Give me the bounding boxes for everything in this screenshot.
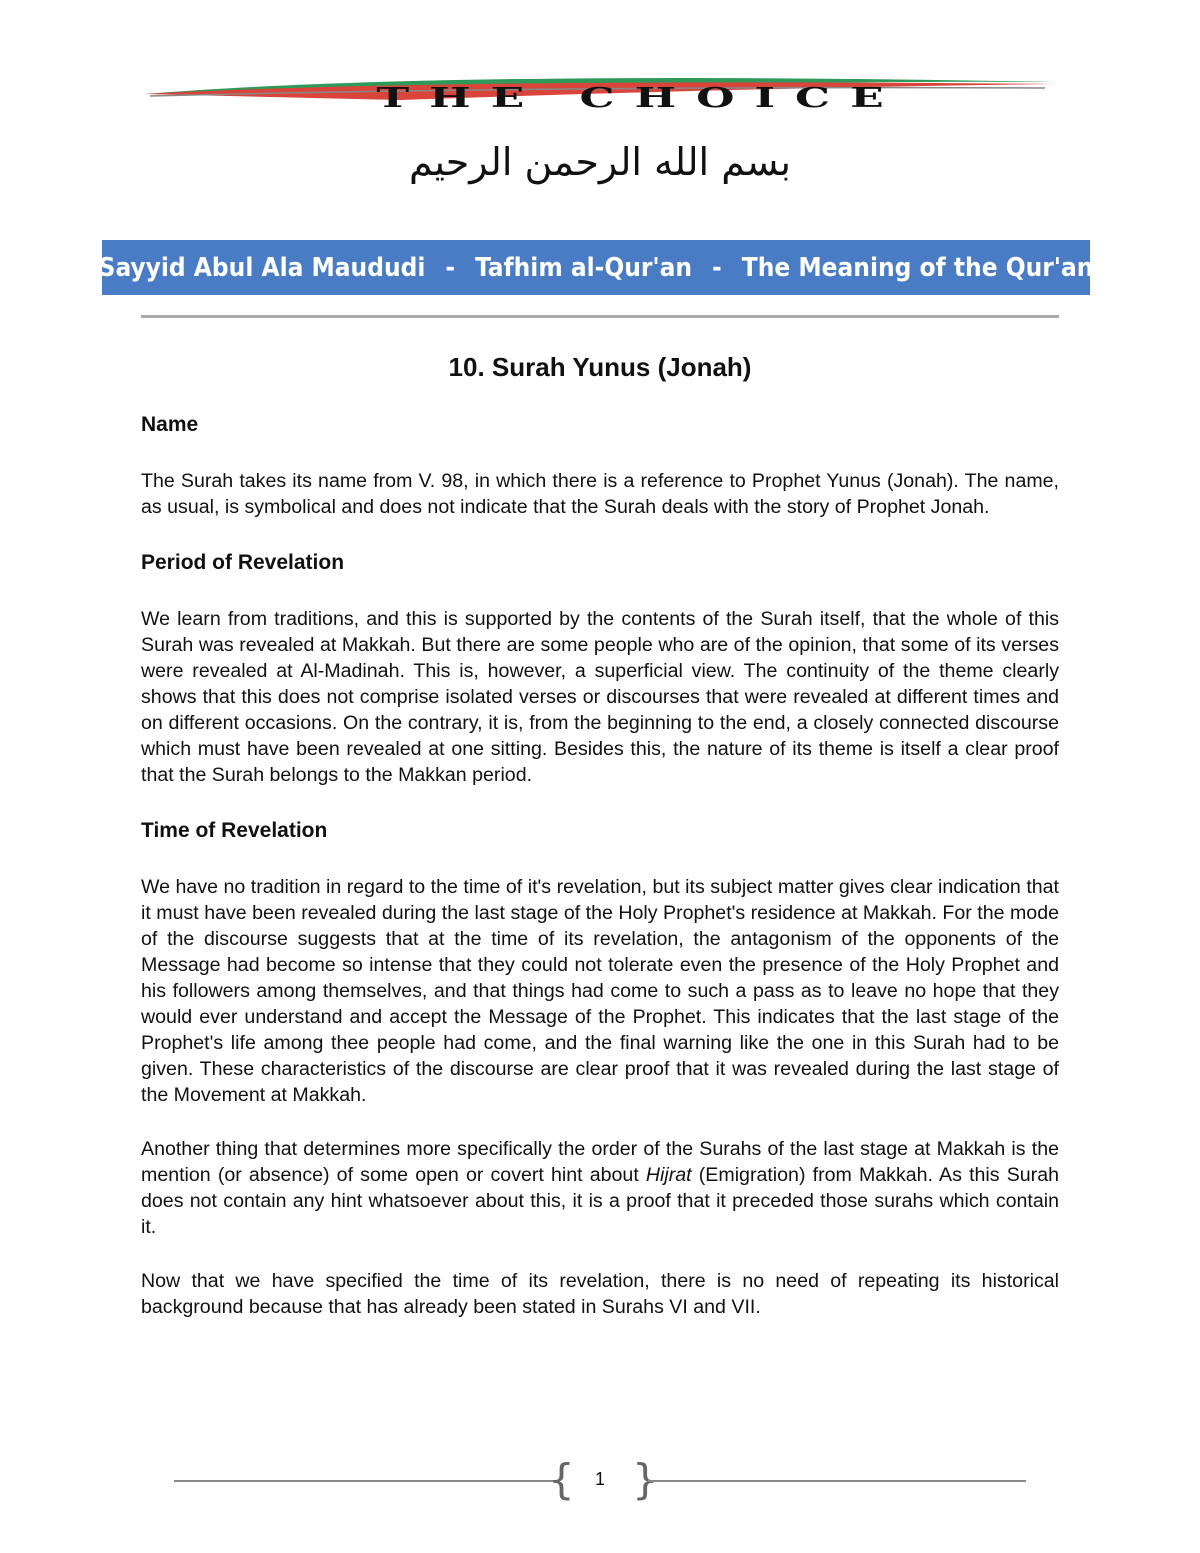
banner-work: Tafhim al-Qur'an [475,252,693,283]
footer-line [174,1480,556,1482]
header-divider [141,315,1059,318]
page-title: 10. Surah Yunus (Jonah) [448,352,752,382]
section-heading-time: Time of Revelation [141,819,328,842]
page-number: 1 [594,1469,605,1489]
bismillah: بسم الله الرحمن الرحيم [409,140,791,184]
paragraph: Now that we have specified the time of its revelation, there is no need of repeating its historical background because that has already been stated in Surahs VI and VII. [141,1270,1059,1318]
banner-subtitle: The Meaning of the Qur'an [741,252,1094,283]
footer-line [648,1480,1026,1482]
banner-separator: - [445,252,456,283]
document-body [141,410,1059,1320]
banner-author: Sayyid Abul Ala Maududi [98,252,426,283]
right-brace-icon: } [632,1455,659,1504]
page-footer [0,1455,1200,1505]
emphasis-term: Hijrat [645,1164,692,1186]
section-heading-name: Name [141,413,199,436]
paragraph: We learn from traditions, and this is supported by the contents of the Surah itself, that the whole of this Surah was revealed at Makkah. But there are some people who are of the opinion, that some of its verses were revealed at Al-Madinah. This is, however, a superficial view. The continuity of the theme clearly shows that this does not comprise isolated verses or discourses that were revealed at different times and on different occasions. On the contrary, it is, from the beginning to the end, a closely connected discourse which must have been revealed at one sitting. Besides this, the nature of its theme is itself a clear proof that the Surah belongs to the Makkan period. [141,608,1059,786]
paragraph: We have no tradition in regard to the time of it's revelation, but its subject matter gives clear indication that it must have been revealed during the last stage of the Holy Prophet's residence at Makkah. For the mode of the discourse suggests that at the time of its revelation, the antagonism of the opponents of the Message had become so intense that they could not tolerate even the presence of the Holy Prophet and his followers among themselves, and that things had come to such a pass as to leave no hope that they would ever understand and accept the Message of the Prophet. This indicates that the last stage of the Prophet's life among thee people had come, and the final warning like the one in this Surah had to be given. These characteristics of the discourse are clear proof that it was revealed during the last stage of the Movement at Makkah. [141,876,1059,1106]
section-heading-period: Period of Revelation [141,551,345,574]
paragraph [141,1136,1059,1240]
left-brace-icon: { [548,1455,575,1504]
header-banner [98,240,1094,295]
paragraph: The Surah takes its name from V. 98, in which there is a reference to Prophet Yunus (Jonah). The name, as usual, is symbolical and does not indicate that the Surah deals with the story of Prophet Jonah. [141,470,1059,518]
banner-separator: - [712,252,722,283]
logo-text: THE CHOICE [376,82,904,114]
paragraph-text: (Emigration) from Makkah. As this Surah does not contain any hint whatsoever about this, it is a proof that it preceded those surahs which contain it. [141,1164,1059,1238]
logo [140,62,1060,132]
paragraph-text: Another thing that determines more specifically the order of the Surahs of the last stage at Makkah is the mention (or absence) of some open or covert hint about [141,1138,1059,1186]
